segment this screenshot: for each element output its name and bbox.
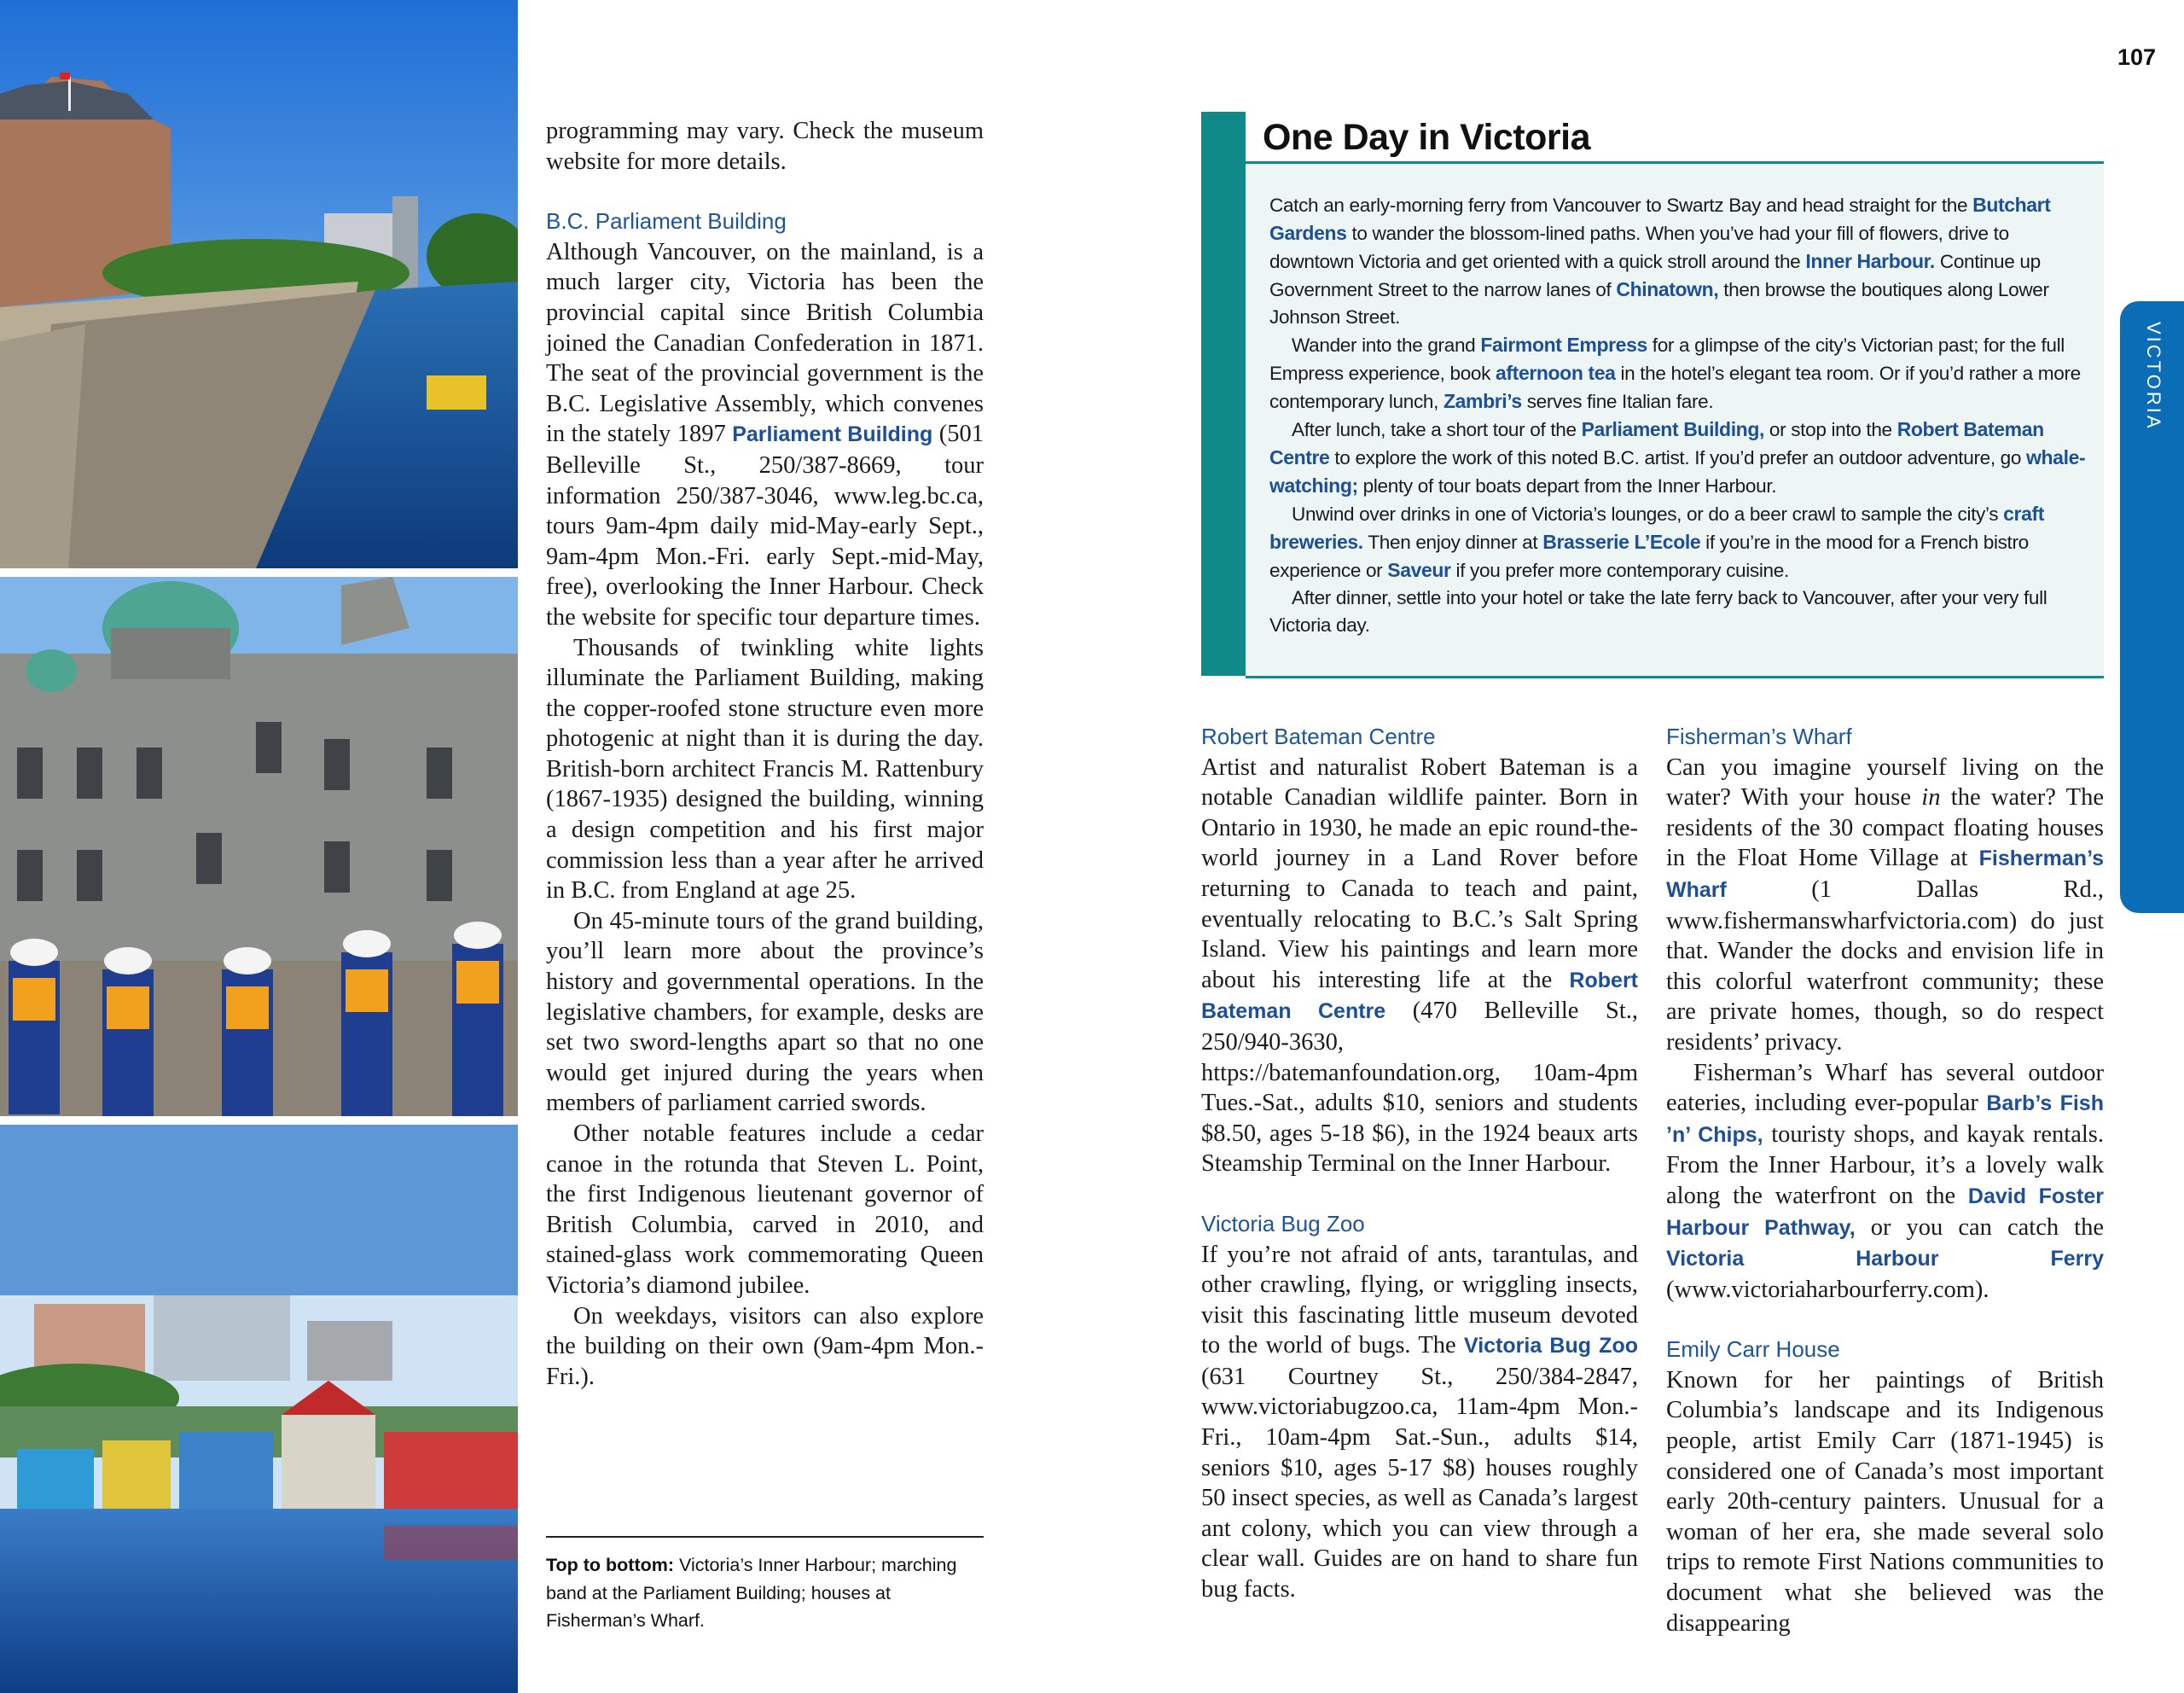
body-text: plenty of tour boats depart from the Inner Harbour. bbox=[1357, 475, 1777, 497]
body-text: Then enjoy dinner at bbox=[1362, 532, 1543, 553]
section-heading: Fisherman’s Wharf bbox=[1666, 724, 1852, 749]
photo-inner-harbour bbox=[0, 0, 518, 568]
paragraph bbox=[1201, 1240, 1638, 1605]
highlighted-place-name: Saveur bbox=[1387, 559, 1451, 581]
body-text: then browse the boutiques along Lower Johnson Street. bbox=[1269, 279, 2049, 328]
body-text: Artist and naturalist Robert Bateman is a notable Canadian wildlife painter. Born in Ontario in 1930, he made an epic round-the-world journey in a Land Rover before returning to Canada to teach and paint, eventually relocating to B.C.’s Salt Spring Island. View his paintings and learn more about his interesting life at the bbox=[1201, 753, 1638, 993]
paragraph bbox=[546, 906, 984, 1119]
body-text: if you prefer more contemporary cuisine. bbox=[1450, 560, 1789, 581]
highlighted-place-name: Robert Bateman Centre bbox=[1269, 418, 2044, 468]
body-text: Can you imagine yourself living on the water? With your house bbox=[1666, 753, 2104, 812]
paragraph bbox=[546, 1119, 984, 1301]
body-text: (1 Dallas Rd., www.fishermanswharfvictoria.com) do just that. Wander the docks and envision life in this colorful waterfront community; these are private homes, though, so do respect residents’ privacy. bbox=[1666, 876, 2104, 1056]
section-heading: B.C. Parliament Building bbox=[546, 208, 787, 235]
body-text: Catch an early-morning ferry from Vancouver to Swartz Bay and head straight for the bbox=[1269, 195, 1973, 216]
highlighted-place-name: Inner Harbour. bbox=[1805, 250, 1935, 272]
body-text: to wander the blossom-lined paths. When you’ve had your fill of flowers, drive to downtown Victoria and get oriented with a quick stroll around the bbox=[1269, 223, 2009, 272]
body-text: in the hotel’s elegant tea room. Or if you’d rather a more contemporary lunch, bbox=[1269, 363, 2081, 412]
paragraph bbox=[1269, 191, 2097, 331]
box-title: One Day in Victoria bbox=[1263, 117, 1591, 158]
highlighted-place-name: Fairmont Empress bbox=[1480, 334, 1647, 356]
body-text: the water? The residents of the 30 compact floating houses in the Float Home Village at bbox=[1666, 784, 2104, 872]
emphasis-text: in bbox=[1921, 784, 1941, 812]
body-text: Continue up Government Street to the narrow lanes of bbox=[1269, 251, 2041, 300]
highlighted-place-name: David Foster Harbour Pathway, bbox=[1666, 1184, 2104, 1240]
section-tab-victoria[interactable] bbox=[2120, 301, 2184, 913]
body-text: Thousands of twinkling white lights illuminate the Parliament Building, making the copper-roofed stone structure even more photogenic at night than it is during the day. British-born architect Francis M. Rattenbury (1867-1935) designed the building, winning a design competition and his first major commission less than a year after he arrived in B.C. from England at age 25. bbox=[546, 634, 984, 905]
body-text: Although Vancouver, on the mainland, is a much larger city, Victoria has been the provincial capital since British Columbia joined the Canadian Confederation in 1871. The seat of the provincial government is the B.C. Legislative Assembly, which convenes in the stately 1897 bbox=[546, 238, 984, 448]
right-text-column-1 bbox=[1201, 722, 1638, 1605]
paragraph bbox=[1666, 1365, 2104, 1638]
highlighted-place-name: afternoon tea bbox=[1496, 362, 1616, 384]
body-text: Wander into the grand bbox=[1292, 335, 1481, 356]
body-text: (501 Belleville St., 250/387-8669, tour information 250/387-3046, www.leg.bc.ca, tours 9am-4pm daily mid-May-early Sept., 9am-4pm Mon.-Fri. early Sept.-mid-May, free), overlooking the Inner Harbour. Check the website for specific tour departure times. bbox=[546, 421, 984, 631]
highlighted-place-name: Brasserie L’Ecole bbox=[1542, 531, 1701, 553]
body-text: On weekdays, visitors can also explore the building on their own (9am-4pm Mon.-Fri.). bbox=[546, 1302, 984, 1390]
paragraph bbox=[546, 633, 984, 906]
highlighted-place-name: Parliament Building, bbox=[1581, 418, 1764, 440]
paragraph bbox=[546, 237, 984, 633]
paragraph bbox=[546, 1301, 984, 1393]
body-text: programming may vary. Check the museum website for more details. bbox=[546, 118, 984, 175]
body-text: (631 Courtney St., 250/384-2847, www.victoriabugzoo.ca, 11am-4pm Mon.-Fri., 10am-4pm Sat.-Sun., adults $14, seniors $10, ages 5-17 $8) houses roughly 50 insect species, as well as Canada’s largest ant colony, which you can view through a clear wall. Guides are on hand to share fun bug facts. bbox=[1201, 1363, 1638, 1603]
highlighted-place-name: Victoria Harbour Ferry bbox=[1666, 1247, 2104, 1271]
body-text: Other notable features include a cedar canoe in the rotunda that Steven L. Point, the first Indigenous lieutenant governor of British Columbia, carved in 2010, and stained-glass work commemorating Queen Victoria’s diamond jubilee. bbox=[546, 1120, 984, 1299]
highlighted-place-name: Barb’s Fish ’n’ Chips, bbox=[1666, 1091, 2104, 1147]
section-heading: Emily Carr House bbox=[1666, 1336, 1840, 1363]
body-text: Fisherman’s Wharf has several outdoor eateries, including ever-popular bbox=[1666, 1059, 2104, 1117]
left-text-column bbox=[546, 116, 984, 1392]
paragraph bbox=[1666, 1058, 2104, 1306]
body-text: (470 Belleville St., 250/940-3630, https://batemanfoundation.org, 10am-4pm Tues.-Sat., adults $10, seniors and students $8.50, ages 5-18 $6), in the 1924 beaux arts Steamship Terminal on the Inner Harbour. bbox=[1201, 998, 1638, 1178]
caption-lead: Top to bottom: bbox=[546, 1555, 675, 1575]
box-text bbox=[1269, 191, 2097, 639]
body-text: if you’re in the mood for a French bistro experience or bbox=[1269, 532, 2029, 581]
body-text: After dinner, settle into your hotel or take the late ferry back to Vancouver, after your very full Victoria day. bbox=[1269, 587, 2048, 636]
highlighted-place-name: Butchart Gardens bbox=[1269, 194, 2051, 244]
body-text: Unwind over drinks in one of Victoria’s lounges, or do a beer crawl to sample the city’s bbox=[1292, 503, 2004, 525]
section-heading: Victoria Bug Zoo bbox=[1201, 1210, 1365, 1236]
body-text: On 45-minute tours of the grand building, you’ll learn more about the province’s history and governmental operations. In the legislative chambers, for example, desks are set two sword-lengths apart so that no one would get injured during the years when members of parliament carried swords. bbox=[546, 907, 984, 1117]
body-text: After lunch, take a short tour of the bbox=[1292, 419, 1582, 440]
paragraph bbox=[1269, 500, 2097, 585]
teal-accent-bar bbox=[1201, 112, 1246, 676]
highlighted-place-name: Chinatown, bbox=[1616, 278, 1719, 300]
highlighted-place-name: Robert Bateman Centre bbox=[1201, 968, 1638, 1024]
caption-text: Victoria’s Inner Harbour; marching band at the Parliament Building; houses at Fisherman’s Wharf. bbox=[546, 1555, 957, 1631]
one-day-sidebar-box bbox=[1201, 112, 2104, 676]
caption-divider bbox=[546, 1536, 984, 1538]
highlighted-place-name: Victoria Bug Zoo bbox=[1464, 1334, 1638, 1358]
highlighted-place-name: Fisherman’s Wharf bbox=[1666, 846, 2104, 902]
body-text: touristy shops, and kayak rentals. From the Inner Harbour, it’s a lovely walk along the waterfront on the bbox=[1666, 1120, 2104, 1209]
photo-fishermans-wharf bbox=[0, 1125, 518, 1693]
body-text: serves fine Italian fare. bbox=[1521, 391, 1714, 412]
paragraph bbox=[1201, 753, 1638, 1179]
paragraph bbox=[1269, 585, 2097, 639]
page-number: 107 bbox=[2117, 44, 2157, 70]
body-text: for a glimpse of the city’s Victorian past; for the full Empress experience, book bbox=[1269, 335, 2065, 384]
highlighted-place-name: craft breweries. bbox=[1269, 503, 2044, 553]
highlighted-place-name: Zambri’s bbox=[1443, 390, 1522, 412]
body-text: or you can catch the bbox=[1855, 1213, 2104, 1241]
photo-caption bbox=[546, 1551, 984, 1635]
body-text: If you’re not afraid of ants, tarantulas, and other crawling, flying, or wriggling insects, visit this fascinating little museum devoted to the world of bugs. The bbox=[1201, 1241, 1638, 1359]
body-text: or stop into the bbox=[1763, 419, 1897, 440]
highlighted-place-name: whale-watching; bbox=[1269, 446, 2086, 497]
section-tab-label: VICTORIA bbox=[2143, 322, 2164, 431]
paragraph bbox=[546, 116, 984, 177]
box-body bbox=[1246, 161, 2104, 678]
body-text: (www.victoriaharbourferry.com). bbox=[1666, 1276, 1989, 1303]
section-heading: Robert Bateman Centre bbox=[1201, 724, 1436, 749]
body-text: to explore the work of this noted B.C. artist. If you’d prefer an outdoor adventure, go bbox=[1329, 447, 2027, 468]
paragraph bbox=[1666, 753, 2104, 1058]
body-text: Known for her paintings of British Columbia’s landscape and its Indigenous people, artist Emily Carr (1871-1945) is considered one of Canada’s most important early 20th-century painters. Unusual for a woman of her era, she made several solo trips to remote First Nations communities to document what she believed was the disappearing bbox=[1666, 1366, 2104, 1637]
paragraph bbox=[1269, 416, 2097, 500]
paragraph bbox=[1269, 331, 2097, 416]
highlighted-place-name: Parliament Building bbox=[732, 422, 933, 447]
photo-marching-band bbox=[0, 577, 518, 1116]
right-text-column-2 bbox=[1666, 722, 2104, 1638]
